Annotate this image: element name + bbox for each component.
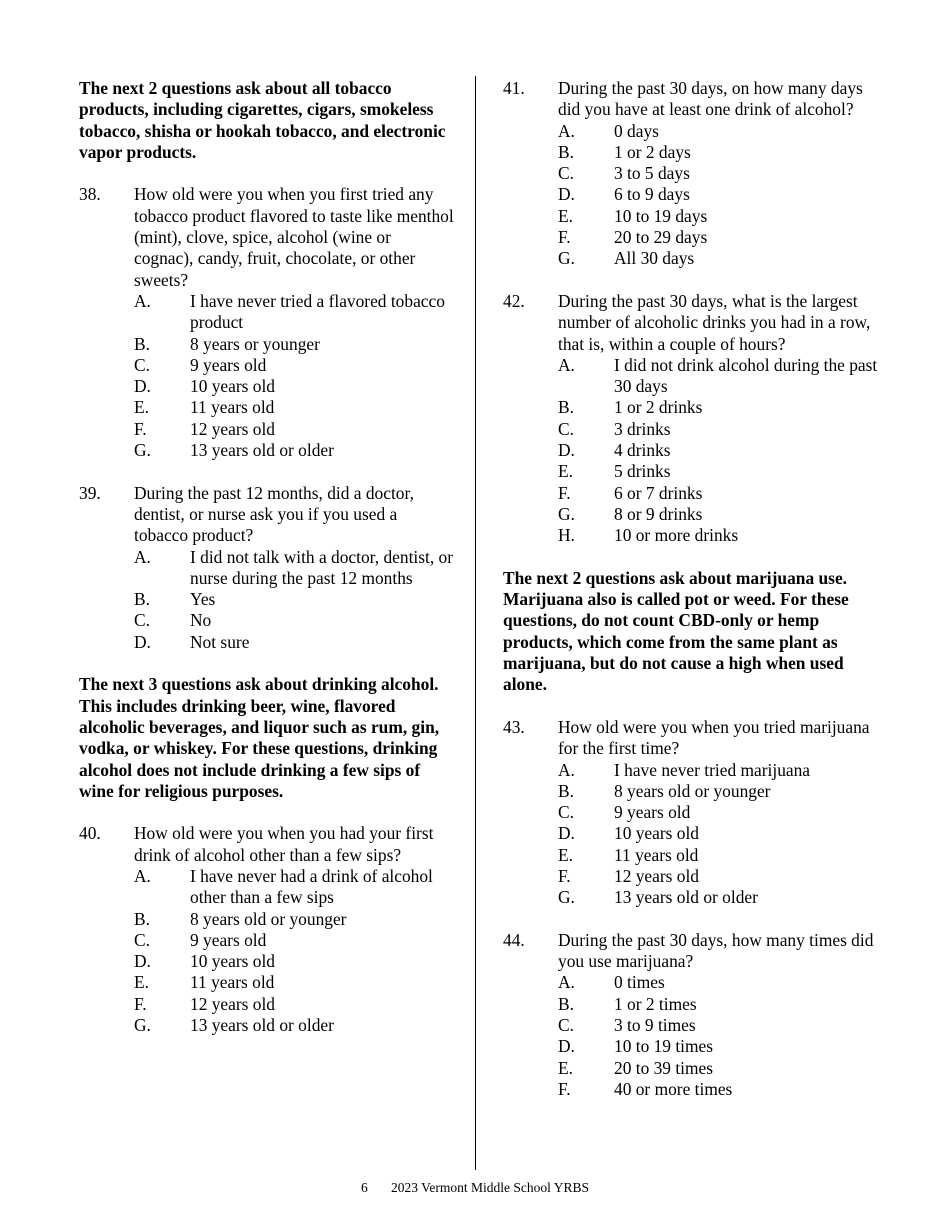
question-header: [79, 483, 454, 547]
answer-option: [134, 866, 454, 909]
footer-title: 2023 Vermont Middle School YRBS: [390, 1180, 589, 1195]
option-letter: E.: [558, 205, 573, 226]
option-text: 10 years old: [190, 376, 276, 397]
question-header: [503, 717, 883, 760]
option-letter: C.: [134, 610, 150, 631]
answer-option: [558, 1079, 883, 1100]
answer-option: [558, 1015, 883, 1036]
section-intro: The next 2 questions ask about marijuana use. Marijuana also is called pot or weed. For these questions, do not count CBD-only or hemp products, which come from the same plant as marijuana, but do not cause a high when used alone.: [503, 567, 849, 695]
option-letter: G.: [134, 1015, 151, 1036]
option-letter: F.: [558, 1078, 571, 1099]
question-header: [503, 930, 883, 973]
option-text: Not sure: [190, 631, 250, 652]
option-text: 10 to 19 times: [614, 1036, 714, 1057]
answer-option: [134, 632, 454, 653]
answer-option: [134, 951, 454, 972]
answer-option: [558, 440, 883, 461]
section-intro: The next 3 questions ask about drinking alcohol. This includes drinking beer, wine, flavored alcoholic beverages, and liquor such as rum, gin, vodka, or whiskey. For these questions, drinking alcohol does not include drinking a few sips of wine for religious purposes.: [79, 674, 440, 801]
answer-option: [558, 972, 883, 993]
option-text: Yes: [190, 589, 216, 610]
answer-option: [134, 547, 454, 590]
option-text: 11 years old: [614, 844, 699, 865]
option-text: 3 to 5 days: [614, 163, 690, 184]
answer-option: [134, 291, 454, 334]
option-letter: G.: [558, 503, 575, 524]
option-letter: E.: [134, 397, 149, 418]
answer-option: [558, 781, 883, 802]
answer-option: [558, 525, 883, 546]
answer-options: [134, 291, 454, 461]
option-text: 13 years old or older: [190, 1015, 334, 1036]
option-letter: B.: [134, 908, 150, 929]
question-text: How old were you when you had your first drink of alcohol other than a few sips?: [134, 823, 434, 865]
option-text: I have never had a drink of alcohol other than a few sips: [190, 865, 433, 908]
answer-option: [134, 376, 454, 397]
option-text: 9 years old: [190, 354, 267, 375]
answer-option: [558, 823, 883, 844]
option-text: 6 to 9 days: [614, 184, 690, 205]
answer-option: [558, 355, 883, 398]
option-letter: F.: [134, 993, 147, 1014]
option-letter: E.: [558, 844, 573, 865]
column-divider: [475, 76, 476, 1170]
option-text: 11 years old: [190, 972, 275, 993]
option-letter: B.: [558, 993, 574, 1014]
option-text: 10 to 19 days: [614, 205, 708, 226]
option-text: All 30 days: [614, 248, 695, 269]
page-footer: [0, 1180, 950, 1196]
option-text: 9 years old: [614, 802, 691, 823]
option-letter: E.: [558, 461, 573, 482]
option-text: 0 times: [614, 972, 665, 993]
option-text: 10 or more drinks: [614, 525, 739, 546]
answer-options: [134, 866, 454, 1036]
answer-option: [558, 248, 883, 269]
option-letter: D.: [558, 1036, 575, 1057]
answer-option: [134, 972, 454, 993]
option-letter: G.: [134, 440, 151, 461]
option-letter: F.: [558, 482, 571, 503]
answer-option: [558, 397, 883, 418]
option-text: 1 or 2 times: [614, 993, 697, 1014]
option-letter: C.: [558, 163, 574, 184]
option-text: 10 years old: [614, 823, 700, 844]
option-letter: E.: [134, 972, 149, 993]
answer-option: [134, 909, 454, 930]
answer-option: [134, 1015, 454, 1036]
option-text: 12 years old: [614, 865, 700, 886]
question-38: [79, 184, 454, 461]
question-text: During the past 30 days, what is the largest number of alcoholic drinks you had in a row, that is, within a couple of hours?: [558, 290, 871, 354]
option-text: 13 years old or older: [614, 887, 758, 908]
question-number: 42.: [503, 290, 525, 311]
question-number: 40.: [79, 823, 101, 844]
answer-options: [558, 972, 883, 1100]
answer-options: [134, 547, 454, 653]
question-header: [503, 291, 883, 355]
option-letter: A.: [134, 290, 151, 311]
option-letter: A.: [558, 354, 575, 375]
option-letter: D.: [558, 823, 575, 844]
option-letter: C.: [134, 354, 150, 375]
question-text: During the past 30 days, how many times did you use marijuana?: [558, 929, 874, 972]
question-39: [79, 483, 454, 653]
question-42: [503, 291, 883, 547]
option-text: 20 to 29 days: [614, 227, 708, 248]
question-text: How old were you when you tried marijuana for the first time?: [558, 716, 870, 759]
question-text: How old were you when you first tried any tobacco product flavored to taste like menthol (mint), clove, spice, alcohol (wine or cognac), candy, fruit, chocolate, or other sweets?: [134, 184, 454, 290]
answer-option: [558, 163, 883, 184]
answer-option: [134, 589, 454, 610]
answer-option: [558, 142, 883, 163]
option-text: 11 years old: [190, 397, 275, 418]
option-letter: E.: [558, 1057, 573, 1078]
option-text: 40 or more times: [614, 1078, 733, 1099]
page-number: 6: [360, 1180, 368, 1195]
option-text: I have never tried marijuana: [614, 759, 811, 780]
answer-option: [558, 121, 883, 142]
option-letter: H.: [558, 525, 575, 546]
option-letter: C.: [558, 1015, 574, 1036]
option-text: 12 years old: [190, 993, 276, 1014]
option-text: 8 or 9 drinks: [614, 503, 703, 524]
option-text: 0 days: [614, 120, 659, 141]
answer-option: [134, 994, 454, 1015]
answer-option: [134, 610, 454, 631]
option-letter: F.: [558, 227, 571, 248]
option-text: I have never tried a flavored tobacco product: [190, 290, 445, 333]
question-number: 44.: [503, 929, 525, 950]
option-text: 1 or 2 days: [614, 141, 691, 162]
option-text: 8 years old or younger: [190, 908, 347, 929]
answer-option: [558, 1058, 883, 1079]
option-letter: D.: [558, 440, 575, 461]
answer-option: [558, 483, 883, 504]
answer-option: [134, 355, 454, 376]
option-text: I did not drink alcohol during the past 30 days: [614, 354, 878, 397]
question-41: [503, 78, 883, 270]
section-intro: The next 2 questions ask about all tobacco products, including cigarettes, cigars, smokeless tobacco, shisha or hookah tobacco, and electronic vapor products.: [79, 78, 446, 162]
option-text: 20 to 39 times: [614, 1057, 714, 1078]
question-40: [79, 823, 454, 1036]
question-44: [503, 930, 883, 1100]
option-letter: C.: [558, 802, 574, 823]
answer-option: [134, 930, 454, 951]
answer-option: [558, 504, 883, 525]
answer-option: [558, 184, 883, 205]
option-text: 8 years or younger: [190, 333, 320, 354]
option-text: 5 drinks: [614, 461, 671, 482]
answer-options: [558, 760, 883, 909]
option-letter: B.: [558, 780, 574, 801]
right-column: [503, 78, 883, 1122]
option-letter: B.: [558, 141, 574, 162]
option-letter: G.: [558, 248, 575, 269]
option-letter: B.: [558, 397, 574, 418]
answer-option: [558, 760, 883, 781]
answer-option: [558, 866, 883, 887]
option-letter: B.: [134, 333, 150, 354]
option-letter: D.: [558, 184, 575, 205]
question-number: 38.: [79, 184, 101, 205]
option-letter: A.: [558, 759, 575, 780]
answer-option: [134, 419, 454, 440]
question-header: [79, 823, 454, 866]
option-letter: B.: [134, 589, 150, 610]
option-text: 6 or 7 drinks: [614, 482, 703, 503]
option-text: 10 years old: [190, 951, 276, 972]
option-text: 1 or 2 drinks: [614, 397, 703, 418]
option-letter: D.: [134, 951, 151, 972]
option-letter: A.: [558, 120, 575, 141]
option-text: 3 to 9 times: [614, 1015, 696, 1036]
answer-option: [134, 334, 454, 355]
answer-option: [134, 440, 454, 461]
option-letter: D.: [134, 631, 151, 652]
answer-option: [558, 206, 883, 227]
question-header: [79, 184, 454, 290]
option-letter: A.: [558, 972, 575, 993]
option-text: 8 years old or younger: [614, 780, 771, 801]
answer-option: [558, 227, 883, 248]
answer-option: [558, 419, 883, 440]
answer-option: [558, 845, 883, 866]
question-number: 41.: [503, 78, 525, 98]
answer-option: [558, 887, 883, 908]
answer-options: [558, 355, 883, 547]
question-header: [503, 78, 883, 121]
option-letter: F.: [134, 418, 147, 439]
option-text: No: [190, 610, 212, 631]
answer-option: [558, 1036, 883, 1057]
question-text: During the past 30 days, on how many days did you have at least one drink of alcohol?: [558, 78, 863, 120]
option-text: 3 drinks: [614, 418, 671, 439]
answer-options: [558, 121, 883, 270]
option-text: 13 years old or older: [190, 440, 334, 461]
option-letter: A.: [134, 546, 151, 567]
option-letter: C.: [134, 929, 150, 950]
option-text: 4 drinks: [614, 440, 671, 461]
option-letter: G.: [558, 887, 575, 908]
question-number: 39.: [79, 482, 101, 503]
left-column: [79, 78, 454, 1058]
question-43: [503, 717, 883, 909]
option-letter: C.: [558, 418, 574, 439]
option-text: 12 years old: [190, 418, 276, 439]
option-letter: F.: [558, 865, 571, 886]
answer-option: [134, 397, 454, 418]
answer-option: [558, 802, 883, 823]
answer-option: [558, 461, 883, 482]
question-text: During the past 12 months, did a doctor, dentist, or nurse ask you if you used a tobacco product?: [134, 482, 414, 546]
question-number: 43.: [503, 716, 525, 737]
option-letter: A.: [134, 865, 151, 886]
option-text: 9 years old: [190, 929, 267, 950]
option-letter: D.: [134, 376, 151, 397]
answer-option: [558, 994, 883, 1015]
option-text: I did not talk with a doctor, dentist, or nurse during the past 12 months: [190, 546, 454, 588]
